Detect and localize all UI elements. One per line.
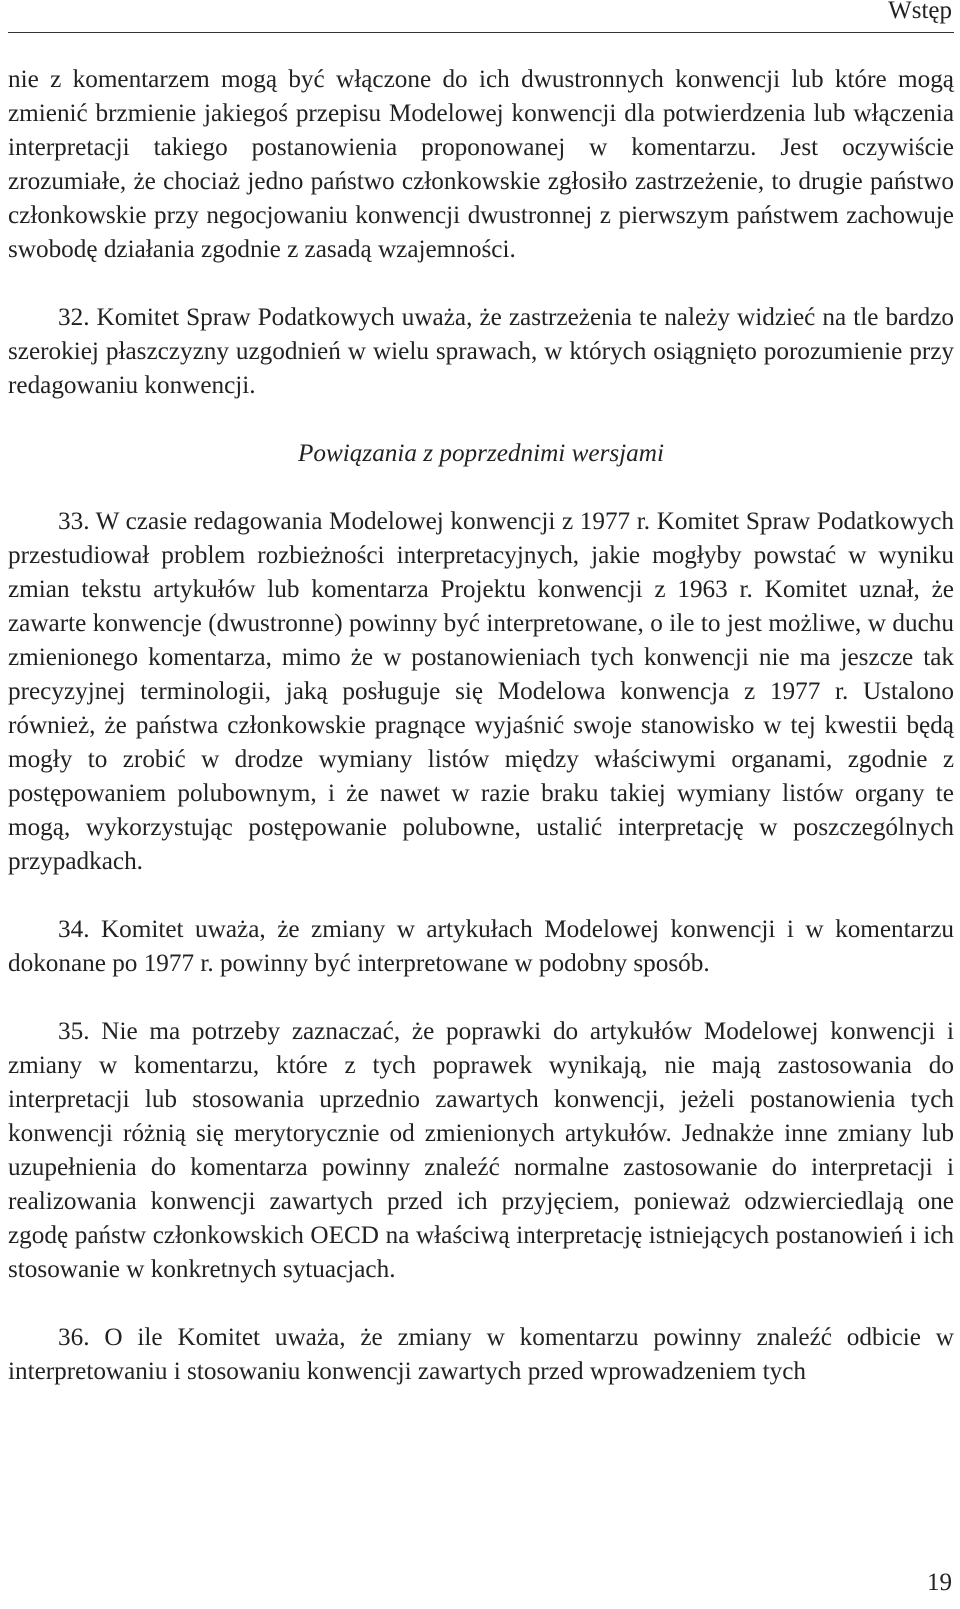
paragraph-33: 33. W czasie redagowania Modelowej konwencji z 1977 r. Komitet Spraw Podatkowych przestudiował problem rozbieżności interpretacyjnych, jakie mogłyby powstać w wyniku zmian tekstu artykułów lub komentarza Projektu konwencji z 1963 r. Komitet uznał, że zawarte konwencje (dwustronne) powinny być interpretowane, o ile to jest możliwe, w duchu zmienionego komentarza, mimo że w postanowieniach tych konwencji nie ma jeszcze tak precyzyjnej terminologii, jaką posługuje się Modelowa konwencja z 1977 r. Ustalono również, że państwa członkowskie pragnące wyjaśnić swoje stanowisko w tej kwestii będą mogły to zrobić w drodze wymiany listów między właściwymi organami, zgodnie z postępowaniem polubownym, i że nawet w razie braku takiej wymiany listów organy te mogą, wykorzystując postępowanie polubowne, ustalić interpretację w poszczególnych przypadkach. <box>8 508 954 875</box>
paragraph-35: 35. Nie ma potrzeby zaznaczać, że poprawki do artykułów Modelowej konwencji i zmiany w komentarzu, które z tych poprawek wynikają, nie mają zastosowania do interpretacji lub stosowania uprzednio zawartych konwencji, jeżeli postanowienia tych konwencji różnią się merytorycznie od zmienionych artykułów. Jednakże inne zmiany lub uzupełnienia do komentarza powinny znaleźć normalne zastosowanie do interpretacji i realizowania konwencji zawartych przed ich przyjęciem, ponieważ odzwierciedlają one zgodę państw członkowskich OECD na właściwą interpretację istniejących postanowień i ich stosowanie w konkretnych sytuacjach. <box>8 1018 954 1283</box>
header-divider <box>8 32 954 33</box>
running-header-title: Wstęp <box>888 0 952 24</box>
paragraph-spacer <box>8 981 954 1015</box>
paragraph-spacer <box>8 1287 954 1321</box>
paragraph-32: 32. Komitet Spraw Podatkowych uważa, że zastrzeżenia te należy widzieć na tle bardzo szerokiej płaszczyzny uzgodnień w wielu sprawach, w których osiągnięto porozumienie przy redagowaniu konwencji. <box>8 304 954 399</box>
paragraph-34: 34. Komitet uważa, że zmiany w artykułach Modelowej konwencji i w komentarzu dokonane po 1977 r. powinny być interpretowane w podobny sposób. <box>8 916 954 977</box>
paragraph-36: 36. O ile Komitet uważa, że zmiany w komentarzu powinny znaleźć odbicie w interpretowaniu i stosowaniu konwencji zawartych przed wprowadzeniem tych <box>8 1324 954 1385</box>
section-heading: Powiązania z poprzednimi wersjami <box>298 440 664 467</box>
body-text <box>8 63 954 1389</box>
paragraph-spacer <box>8 471 954 505</box>
page-number: 19 <box>927 1569 952 1596</box>
paragraph-spacer <box>8 879 954 913</box>
paragraph-spacer <box>8 403 954 437</box>
paragraph-spacer <box>8 267 954 301</box>
paragraph-continued: nie z komentarzem mogą być włączone do ich dwustronnych konwencji lub które mogą zmienić brzmienie jakiegoś przepisu Modelowej konwencji dla potwierdzenia lub włączenia interpretacji takiego postanowienia proponowanej w komentarzu. Jest oczywiście zrozumiałe, że chociaż jedno państwo członkowskie zgłosiło zastrzeżenie, to drugie państwo członkowskie przy negocjowaniu konwencji dwustronnej z pierwszym państwem zachowuje swobodę działania zgodnie z zasadą wzajemności. <box>8 66 954 263</box>
